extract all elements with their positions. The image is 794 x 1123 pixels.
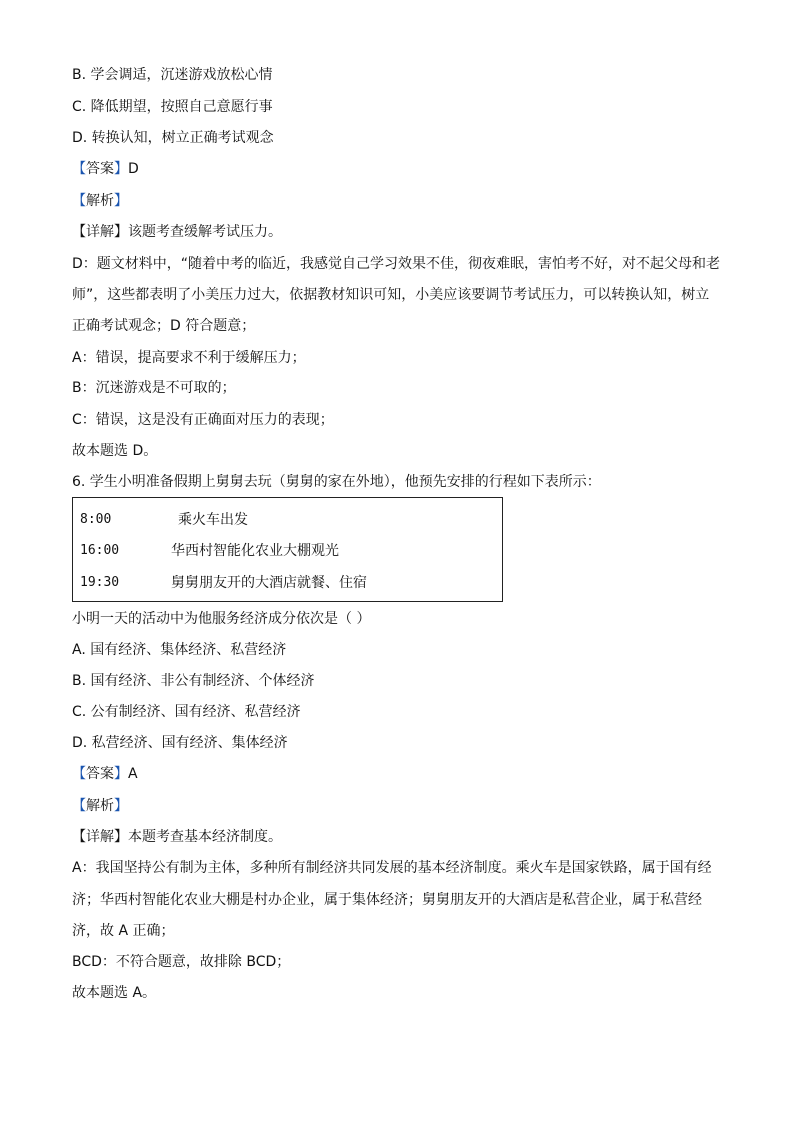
answer-line-1 — [72, 159, 139, 179]
detail-label: 详解 — [86, 224, 114, 240]
option-b-line: B. 学会调适，沉迷游戏放松心情 — [72, 67, 273, 83]
bracket-close: 】 — [114, 829, 128, 845]
explain-line: D：题文材料中，“随着中考的临近，我感觉自己学习效果不佳，彻夜难眠，害怕考不好，对不起父母和老 — [72, 256, 721, 272]
bracket-close: 】 — [114, 161, 128, 177]
schedule-time: 16:00 — [80, 543, 120, 558]
detail-text: 该题考查缓解考试压力。 — [128, 224, 282, 240]
schedule-activity: 华西村智能化农业大棚观光 — [171, 543, 339, 559]
detail-line-1 — [72, 222, 282, 242]
option-a: A. 国有经济、集体经济、私营经济 — [72, 642, 287, 658]
explain-line: A：我国坚持公有制为主体，多种所有制经济共同发展的基本经济制度。乘火车是国家铁路，属于国有经 — [72, 860, 712, 876]
analysis-line-2 — [72, 796, 128, 816]
bracket-open: 【 — [72, 224, 86, 240]
option-b: B. 国有经济、非公有制经济、个体经济 — [72, 673, 315, 689]
schedule-activity: 乘火车出发 — [178, 512, 248, 528]
bracket-open: 【 — [72, 161, 86, 177]
schedule-time: 8:00 — [80, 512, 112, 527]
schedule-table — [72, 497, 503, 602]
answer-line-2 — [72, 764, 138, 784]
explain-line: B：沉迷游戏是不可取的； — [72, 380, 236, 396]
bracket-open: 【 — [72, 798, 86, 814]
bracket-open: 【 — [72, 829, 86, 845]
explain-line: 故本题选 A。 — [72, 985, 157, 1001]
option-d: D. 私营经济、国有经济、集体经济 — [72, 735, 288, 751]
schedule-activity: 舅舅朋友开的大酒店就餐、住宿 — [171, 575, 367, 591]
detail-text: 本题考查基本经济制度。 — [128, 829, 282, 845]
schedule-time: 19:30 — [80, 575, 120, 590]
analysis-line-1 — [72, 191, 128, 211]
explain-line: A：错误，提高要求不利于缓解压力； — [72, 350, 306, 366]
explain-line: 济，故 A 正确； — [72, 923, 175, 939]
explain-line: 正确考试观念；D 符合题意； — [72, 318, 256, 334]
option-c-line: C. 降低期望，按照自己意愿行事 — [72, 99, 273, 115]
option-c: C. 公有制经济、国有经济、私营经济 — [72, 704, 301, 720]
bracket-open: 【 — [72, 193, 86, 209]
bracket-close: 】 — [114, 766, 128, 782]
answer-label: 答案 — [86, 766, 114, 782]
detail-line-2 — [72, 827, 282, 847]
bracket-close: 】 — [114, 224, 128, 240]
bracket-close: 】 — [114, 798, 128, 814]
explain-line: BCD：不符合题意，故排除 BCD； — [72, 954, 291, 970]
answer-value: A — [128, 766, 138, 782]
answer-label: 答案 — [86, 161, 114, 177]
explain-line: C：错误，这是没有正确面对压力的表现； — [72, 412, 334, 428]
question-6-stem: 小明一天的活动中为他服务经济成分依次是（ ） — [72, 611, 371, 627]
explain-line: 故本题选 D。 — [72, 443, 158, 459]
answer-value: D — [128, 161, 139, 177]
explain-line: 师”，这些都表明了小美压力过大，依据教材知识可知，小美应该要调节考试压力，可以转换认知，树立 — [72, 287, 710, 303]
analysis-label: 解析 — [86, 798, 114, 814]
detail-label: 详解 — [86, 829, 114, 845]
question-6: 6. 学生小明准备假期上舅舅去玩（舅舅的家在外地），他预先安排的行程如下表所示： — [72, 474, 601, 490]
analysis-label: 解析 — [86, 193, 114, 209]
option-d-line: D. 转换认知，树立正确考试观念 — [72, 130, 274, 146]
bracket-close: 】 — [114, 193, 128, 209]
bracket-open: 【 — [72, 766, 86, 782]
explain-line: 济；华西村智能化农业大棚是村办企业，属于集体经济；舅舅朋友开的大酒店是私营企业，属于私营经 — [72, 892, 702, 908]
